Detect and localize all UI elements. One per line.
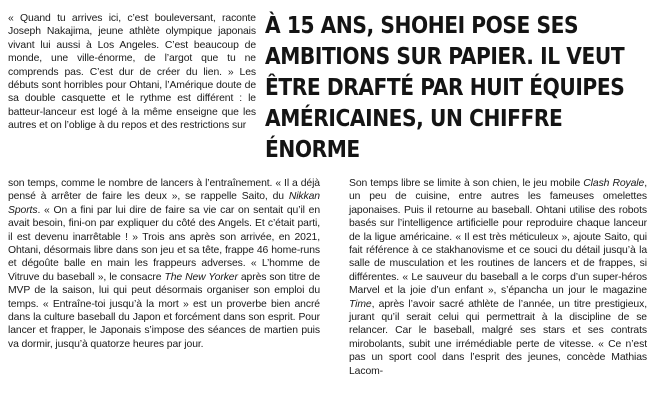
left-column-bottom <box>8 177 320 351</box>
text-run: après son titre de MVP de la saison, lui qui peut désormais organiser son emploi du temps. « Entraîne-toi jusqu’à la mort » est un proverbe bien ancré dans la culture baseball du Japon et forcément dans son esprit. Pour lancer et frapper, le Japonais s’impose des séances de martien puis va dormir, jusqu’à quatorze heures par jour. <box>8 271 320 350</box>
text-run: . « On a fini par lui dire de faire sa vie car on sentait qu’il en avait besoin, fini-on par expliquer du côté des Angels. Et c’était parti, il est devenu inarrêtable ! » Trois ans après son arrivée, en 2021, Ohtani, désormais libre dans son jeu et sa tête, frappe 46 home-runs et dégoûte balle en main les frappeurs adverses. « L’homme de Vitruve du baseball », le consacre <box>8 204 320 283</box>
text-run: son temps, comme le nombre de lancers à l’entraînement. « Il a déjà pensé à arrêter de faire les deux », se rappelle Saito, du <box>8 178 320 203</box>
paragraph-intro: « Quand tu arrives ici, c’est bouleversant, raconte Joseph Nakajima, jeune athlète olympique japonais vivant lui aussi à Los Angeles. C’est beaucoup de monde, une ville-énorme, de l’argot que tu ne comprends pas. C’est dur de créer du lien. » Les débuts sont horribles pour Ohtani, l’Amérique doute de sa double casquette et le rythme est différent : le batteur-lanceur est logé à la même enseigne que les autres et on l’oblige à du repos et des restrictions sur <box>8 13 256 132</box>
publication-time: Time <box>349 298 372 310</box>
text-run: Son temps libre se limite à son chien, le jeu mobile <box>349 178 581 189</box>
article-headline: À 15 ANS, SHOHEI POSE SES AMBITIONS SUR PAPIER. IL VEUT ÊTRE DRAFTÉ PAR HUIT ÉQUIPES AMÉRICAINES, UN CHIFFRE ÉNORME <box>265 11 625 163</box>
left-column-top <box>8 12 256 133</box>
text-run: , après l’avoir sacré athlète de l’année, un titre prestigieux, jurant qu’il serait celui qui permettrait à la discipline de se relancer. Car le baseball, malgré ses stars et ses contrats mirobolants, subit une irrémédiable perte de vitesse. « Ce n’est pas un sport cool dans l’esprit des jeunes, concède Mathias Lacom- <box>349 298 647 377</box>
paragraph-left-bottom <box>8 177 320 351</box>
paragraph-right <box>349 177 647 378</box>
text-run: , un peu de cuisine, entre autres les fameuses omelettes japonaises. Puis il retourne au baseball. Ohtani utilise des robots basés sur l’intelligence artificielle pour reproduire chaque lanceur de la ligue américaine. « Il est très méticuleux », ajoute Saito, qui fait référence à ce stakhanovisme et ce souci du détail jusqu’à la salle de musculation et les routines de lancers et de frappes, si différentes. « Le sauveur du baseball a le corps d’un super-héros Marvel et la joie d’un enfant », s’épancha un jour le magazine <box>349 178 647 297</box>
publication-new-yorker: The New Yorker <box>164 271 238 283</box>
right-column <box>349 177 647 378</box>
publication-nikkan-sports: Nikkan Sports <box>8 191 320 216</box>
game-clash-royale: Clash Royale <box>583 178 645 189</box>
